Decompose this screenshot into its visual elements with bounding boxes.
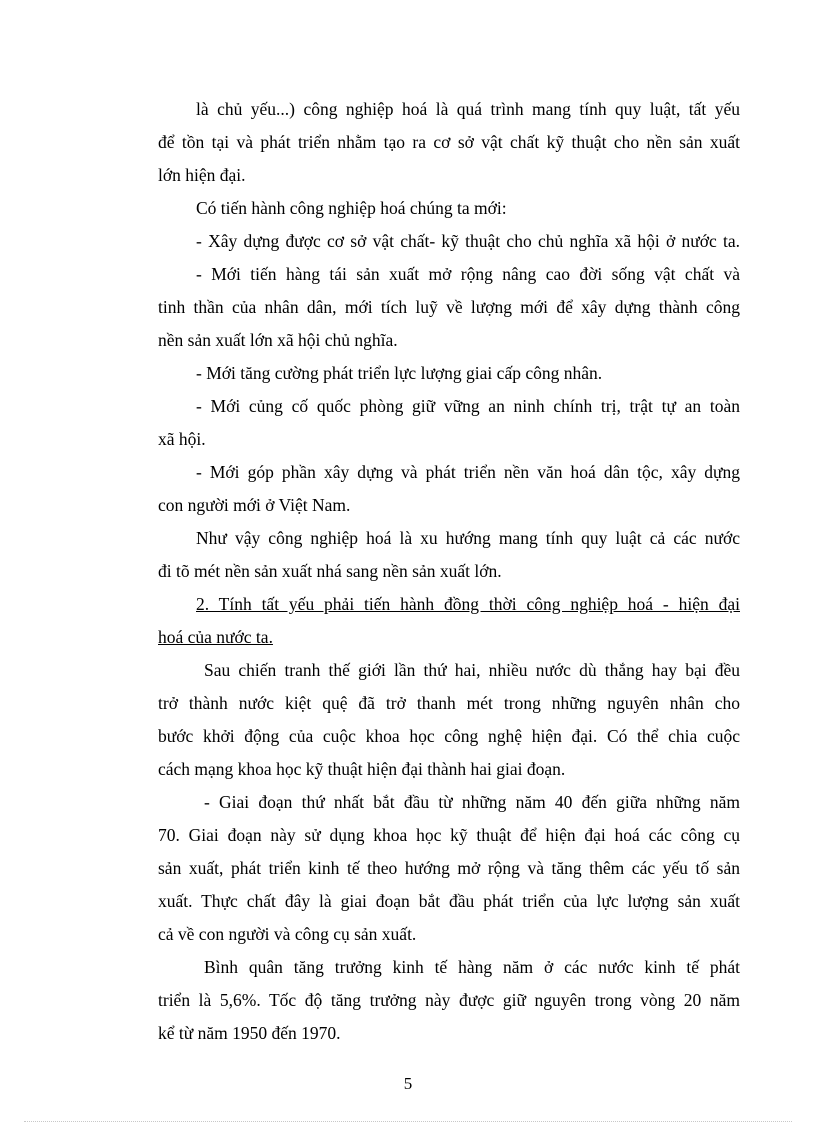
text-line [158,258,740,291]
line-text: cách mạng khoa học kỹ thuật hiện đại thành hai giai đoạn. [158,759,566,779]
text-line [158,621,740,654]
line-text: con người mới ở Việt Nam. [158,495,351,515]
line-text: - Mới tiến hàng tái sản xuất mở rộng nâng cao đời sống vật chất và [196,264,740,284]
text-line [158,390,740,423]
text-line [158,753,740,786]
line-text: - Mới góp phần xây dựng và phát triển nền văn hoá dân tộc, xây dựng [196,462,740,482]
line-text: cả về con người và công cụ sản xuất. [158,924,417,944]
line-text: trở thành nước kiệt quệ đã trở thanh mét trong những nguyên nhân cho [158,693,740,713]
text-line [158,456,740,489]
line-text: Bình quân tăng trưởng kinh tế hàng năm ở các nước kinh tế phát [204,957,740,977]
text-line [158,588,740,621]
line-text: - Giai đoạn thứ nhất bắt đầu từ những năm 40 đến giữa những năm [204,792,740,812]
page-number: 5 [403,1074,413,1093]
text-line [158,951,740,984]
text-line [158,522,740,555]
text-line [158,291,740,324]
text-line [158,225,740,258]
line-text: Như vậy công nghiệp hoá là xu hướng mang tính quy luật cả các nước [196,528,740,548]
text-line [158,885,740,918]
line-text: xuất. Thực chất đây là giai đoạn bắt đầu phát triển của lực lượng sản xuất [158,891,740,911]
line-text: kể từ năm 1950 đến 1970. [158,1023,341,1043]
text-line [158,918,740,951]
line-text: sản xuất, phát triển kinh tế theo hướng mở rộng và tăng thêm các yếu tố sản [158,858,740,878]
text-line [158,1017,740,1050]
text-line [158,489,740,522]
text-line [158,720,740,753]
line-text: triển là 5,6%. Tốc độ tăng trưởng này được giữ nguyên trong vòng 20 năm [158,990,740,1010]
text-line [158,687,740,720]
text-line [158,423,740,456]
body-text [158,93,740,1050]
line-text: bước khởi động của cuộc khoa học công nghệ hiện đại. Có thể chia cuộc [158,726,740,746]
section-heading-text: hoá của nước ta. [158,627,273,647]
text-line [158,984,740,1017]
text-line [158,786,740,819]
line-text: Có tiến hành công nghiệp hoá chúng ta mới: [196,198,507,218]
line-text: 70. Giai đoạn này sử dụng khoa học kỹ thuật để hiện đại hoá các công cụ [158,825,740,845]
section-heading-text: 2. Tính tất yếu phải tiến hành đồng thời công nghiệp hoá - hiện đại [196,594,740,614]
page-bottom-divider [24,1121,792,1122]
text-line [158,852,740,885]
line-text: Sau chiến tranh thế giới lần thứ hai, nhiều nước dù thắng hay bại đều [204,660,740,680]
text-line [158,357,740,390]
line-text: lớn hiện đại. [158,165,246,185]
text-line [158,126,740,159]
text-line [158,159,740,192]
line-text: để tồn tại và phát triển nhằm tạo ra cơ sở vật chất kỹ thuật cho nền sản xuất [158,132,740,152]
line-text: nền sản xuất lớn xã hội chủ nghĩa. [158,330,398,350]
text-line [158,819,740,852]
line-text: tinh thần của nhân dân, mới tích luỹ về lượng mới để xây dựng thành công [158,297,740,317]
text-line [158,192,740,225]
line-text: xã hội. [158,429,206,449]
text-line [158,654,740,687]
line-text: là chủ yếu...) công nghiệp hoá là quá trình mang tính quy luật, tất yếu [196,99,740,119]
line-text: - Xây dựng được cơ sở vật chất- kỹ thuật cho chủ nghĩa xã hội ở nước ta. [196,231,740,251]
line-text: - Mới tăng cường phát triển lực lượng giai cấp công nhân. [196,363,603,383]
line-text: - Mới củng cố quốc phòng giữ vững an ninh chính trị, trật tự an toàn [196,396,740,416]
text-line [158,93,740,126]
text-line [158,555,740,588]
line-text: đi tõ mét nền sản xuất nhá sang nền sản xuất lớn. [158,561,502,581]
text-line [158,324,740,357]
